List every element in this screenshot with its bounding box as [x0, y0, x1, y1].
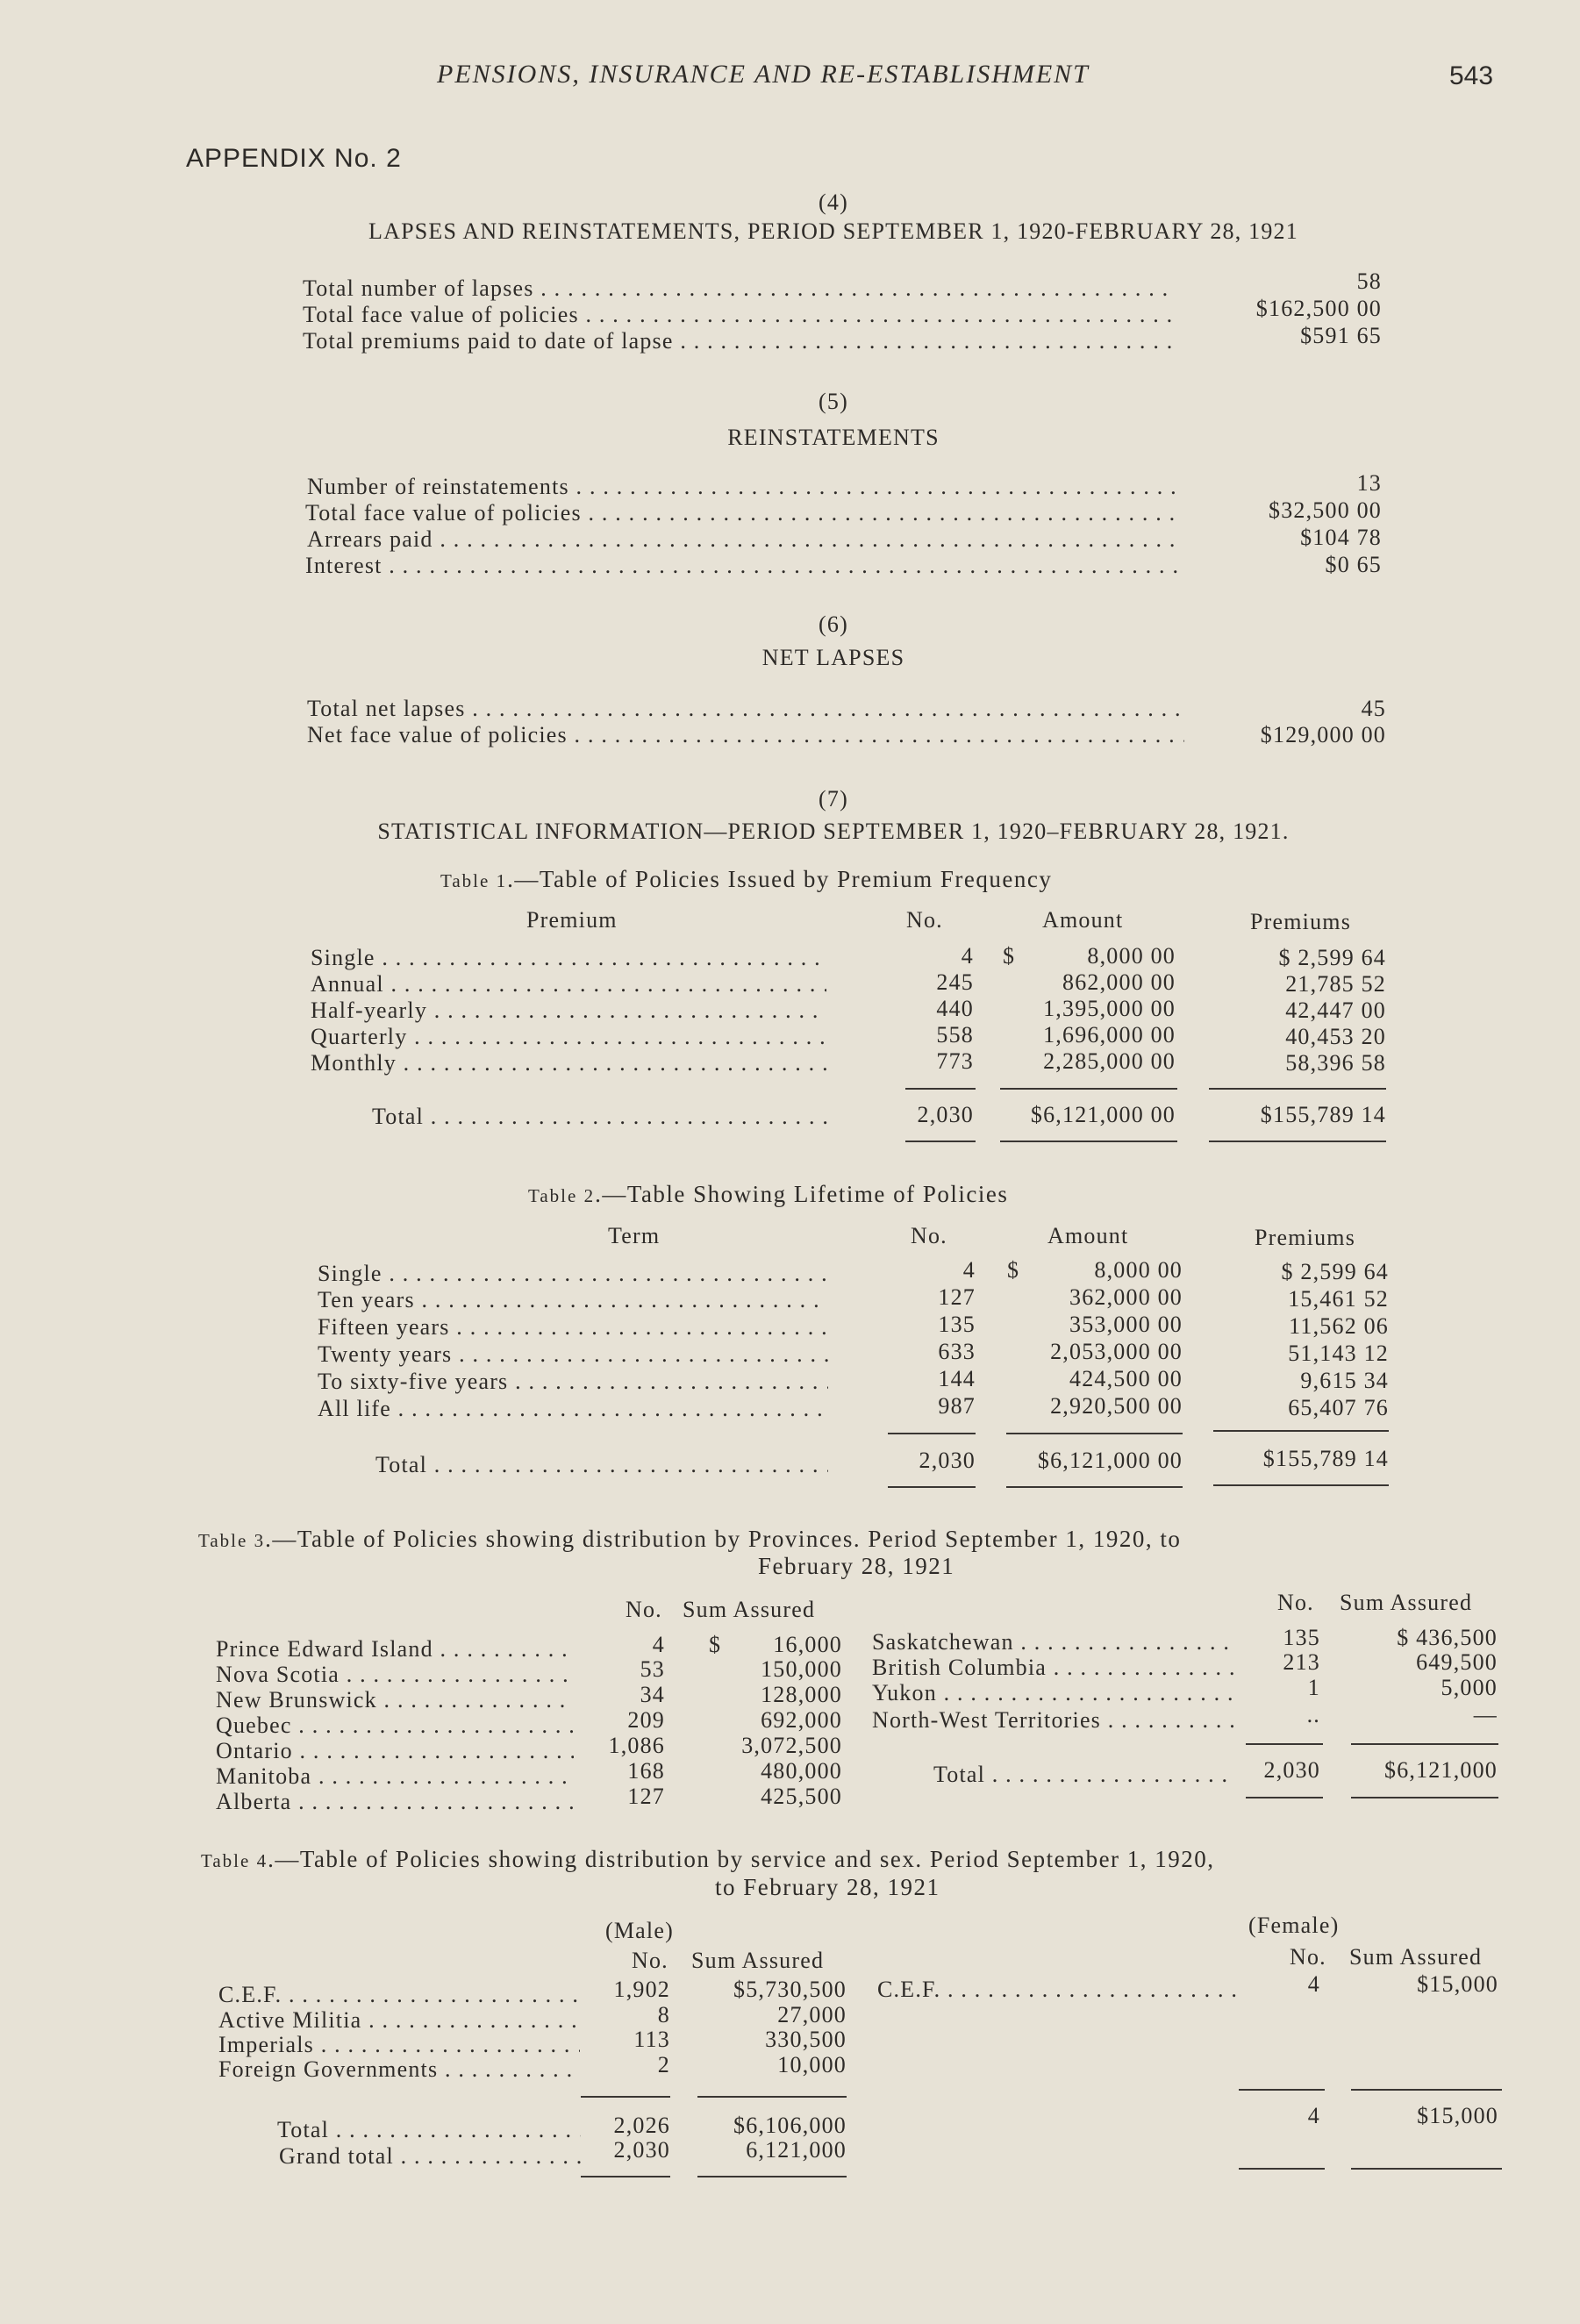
list-item-value: $162,500 00: [1255, 296, 1382, 321]
list-item-label: Total premiums paid to date of lapse . . .: [303, 328, 1171, 354]
table-cell: 213: [1283, 1649, 1320, 1675]
table-header: No.: [906, 907, 943, 933]
divider: [1209, 1141, 1386, 1142]
table-cell: Quarterly . . .: [311, 1024, 826, 1050]
divider: [888, 1486, 976, 1488]
section-7-title: STATISTICAL INFORMATION—PERIOD SEPTEMBER 1, 1920–FEBRUARY 28, 1921.: [377, 819, 1290, 844]
table-cell: 144: [938, 1366, 976, 1391]
table-cell: $ 2,599 64: [1281, 1259, 1389, 1284]
table-cell: $5,730,500: [733, 1977, 847, 2002]
table-cell: 65,407 76: [1288, 1395, 1389, 1420]
table-cell: 2,030: [613, 2137, 670, 2163]
table-cell: $6,121,000 00: [1037, 1448, 1183, 1473]
table-header: Sum Assured: [691, 1948, 825, 1973]
table-header: Premiums: [1250, 909, 1352, 934]
table-4-caption-prefix: Table 4: [201, 1850, 268, 1871]
table-4-caption-line2: to February 28, 1921: [715, 1874, 940, 1900]
divider: [1351, 2089, 1502, 2091]
table-cell: Total . . .: [277, 2117, 581, 2143]
table-cell: 8,000 00: [1094, 1257, 1183, 1283]
table-cell: 2,920,500 00: [1050, 1393, 1183, 1419]
section-5-title: REINSTATEMENTS: [727, 425, 940, 450]
table-cell: Twenty years . . .: [318, 1341, 828, 1368]
table-cell: 330,500: [765, 2027, 847, 2052]
table-cell: 4: [961, 943, 974, 969]
table-cell: $6,106,000: [733, 2113, 847, 2138]
list-item-label: Number of reinstatements . . .: [307, 474, 1184, 500]
list-item-label: Total face value of policies . . .: [303, 302, 1171, 328]
list-item-value: $591 65: [1300, 323, 1382, 348]
table-cell: Quebec . . .: [216, 1713, 574, 1739]
list-item-label: Total face value of policies . . .: [305, 500, 1183, 526]
list-item-value: 13: [1356, 470, 1382, 496]
table-cell: 113: [633, 2027, 670, 2052]
table-cell: 34: [640, 1682, 665, 1707]
table-cell: Total . . .: [933, 1762, 1233, 1788]
table-2-caption-text: .—Table Showing Lifetime of Policies: [595, 1181, 1009, 1207]
table-cell: —: [1473, 1702, 1498, 1727]
table-1-caption-prefix: Table 1: [440, 870, 508, 891]
table-1-caption-text: .—Table of Policies Issued by Premium Frequency: [507, 866, 1053, 892]
table-cell: 773: [936, 1048, 974, 1074]
divider: [697, 2176, 847, 2177]
table-cell: Saskatchewan . . .: [872, 1629, 1233, 1655]
table-cell: Prince Edward Island . . .: [216, 1636, 574, 1663]
table-cell: 15,461 52: [1288, 1286, 1389, 1312]
table-cell: 1,086: [608, 1733, 665, 1758]
divider: [1239, 2089, 1325, 2091]
table-cell: C.E.F. . . .: [877, 1977, 1237, 2003]
section-4-number: (4): [819, 189, 848, 215]
table-cell: 42,447 00: [1285, 998, 1386, 1023]
table-4-caption: [201, 1846, 1215, 1873]
table-cell: 440: [936, 996, 974, 1021]
table-cell: $15,000: [1417, 1971, 1498, 1997]
table-3-caption-prefix: Table 3: [198, 1530, 266, 1551]
table-3-caption-text: .—Table of Policies showing distribution by Provinces. Period September 1, 1920, to: [265, 1526, 1182, 1552]
table-2-caption-prefix: Table 2: [528, 1185, 596, 1206]
divider: [1246, 1743, 1323, 1745]
divider: [1000, 1088, 1177, 1090]
table-cell: 2,030: [917, 1102, 974, 1127]
table-cell: 11,562 06: [1289, 1313, 1389, 1339]
table-cell: 8,000 00: [1087, 943, 1176, 969]
table-cell: 128,000: [761, 1682, 842, 1707]
table-cell: C.E.F. . . .: [218, 1982, 580, 2008]
table-cell: 9,615 34: [1300, 1368, 1389, 1393]
table-cell: 2,030: [919, 1448, 976, 1473]
table-cell: 4: [1307, 2103, 1320, 2128]
list-item-label: Total number of lapses . . .: [303, 275, 1171, 302]
table-cell: 353,000 00: [1069, 1312, 1183, 1337]
table-cell: 1,696,000 00: [1043, 1022, 1176, 1048]
page-number: 543: [1449, 61, 1494, 90]
table-1-caption: [440, 866, 1052, 893]
table-cell: 27,000: [777, 2002, 847, 2027]
table-header: Term: [608, 1223, 661, 1248]
list-item-value: 58: [1356, 268, 1382, 294]
table-cell: Active Militia . . .: [218, 2007, 580, 2034]
divider: [905, 1141, 976, 1142]
table-2-caption: [528, 1181, 1008, 1208]
divider: [1246, 1797, 1323, 1798]
divider: [1213, 1430, 1389, 1432]
section-4-title: LAPSES AND REINSTATEMENTS, PERIOD SEPTEMBER 1, 1920-FEBRUARY 28, 1921: [368, 218, 1298, 244]
table-cell: To sixty-five years . . .: [318, 1369, 828, 1395]
table-cell: ..: [1306, 1702, 1320, 1727]
list-item-value: $32,500 00: [1269, 497, 1382, 523]
table-cell: 987: [938, 1393, 976, 1419]
section-6-number: (6): [819, 611, 848, 637]
table-cell: Imperials . . .: [218, 2032, 580, 2058]
table-header: No.: [626, 1597, 662, 1622]
table-header: No.: [1290, 1944, 1326, 1970]
table-cell: 2,030: [1263, 1757, 1320, 1783]
table-cell: 127: [627, 1784, 665, 1809]
table-cell: $6,121,000: [1384, 1757, 1498, 1783]
table-cell: 649,500: [1416, 1649, 1498, 1675]
appendix-label: APPENDIX No. 2: [186, 144, 402, 173]
divider: [1351, 2168, 1502, 2170]
divider: [1006, 1433, 1183, 1434]
table-cell: $: [1007, 1257, 1020, 1283]
table-cell: North-West Territories . . .: [872, 1707, 1233, 1734]
divider: [1209, 1088, 1386, 1090]
list-item-label: Net face value of policies . . .: [307, 722, 1184, 748]
table-cell: Total . . .: [372, 1104, 828, 1130]
running-title: PENSIONS, INSURANCE AND RE-ESTABLISHMENT: [437, 60, 1090, 89]
table-header: Premium: [526, 907, 618, 933]
table-cell: New Brunswick . . .: [216, 1687, 574, 1713]
table-cell: 150,000: [761, 1656, 842, 1682]
male-label: (Male): [605, 1918, 674, 1943]
table-cell: 209: [627, 1707, 665, 1733]
table-cell: 362,000 00: [1069, 1284, 1183, 1310]
table-cell: All life . . .: [318, 1396, 828, 1422]
table-cell: Single . . .: [318, 1261, 828, 1287]
table-cell: 53: [640, 1656, 665, 1682]
section-6-title: NET LAPSES: [761, 645, 905, 670]
table-cell: $: [1003, 943, 1016, 969]
divider: [888, 1433, 976, 1434]
table-cell: 558: [936, 1022, 974, 1048]
table-cell: 16,000: [773, 1632, 842, 1657]
table-cell: 692,000: [761, 1707, 842, 1733]
divider: [1239, 2168, 1325, 2170]
divider: [1000, 1141, 1177, 1142]
divider: [905, 1088, 976, 1090]
table-cell: 425,500: [761, 1784, 842, 1809]
table-cell: $15,000: [1417, 2103, 1498, 2128]
table-cell: Ontario . . .: [216, 1738, 574, 1764]
table-header: No.: [911, 1223, 947, 1248]
table-cell: Foreign Governments . . .: [218, 2056, 580, 2083]
table-cell: Half-yearly . . .: [311, 998, 826, 1024]
section-7-number: (7): [819, 786, 848, 812]
table-cell: Fifteen years . . .: [318, 1314, 828, 1341]
table-cell: 168: [627, 1758, 665, 1784]
list-item-label: Total net lapses . . .: [307, 696, 1184, 722]
table-cell: $155,789 14: [1262, 1446, 1389, 1471]
divider: [1213, 1484, 1389, 1486]
table-cell: 21,785 52: [1285, 971, 1386, 997]
table-cell: 862,000 00: [1062, 969, 1176, 995]
table-cell: 10,000: [777, 2052, 847, 2077]
table-cell: Alberta . . .: [216, 1789, 574, 1815]
list-item-value: $0 65: [1325, 552, 1382, 577]
list-item-value: $104 78: [1300, 525, 1382, 550]
table-cell: 8: [657, 2002, 670, 2027]
table-cell: 245: [936, 969, 974, 995]
table-3-caption-line2: February 28, 1921: [758, 1553, 955, 1579]
table-header: Sum Assured: [683, 1597, 816, 1622]
table-cell: $6,121,000 00: [1030, 1102, 1176, 1127]
table-header: Amount: [1047, 1223, 1129, 1248]
table-cell: Single . . .: [311, 945, 826, 971]
table-cell: Nova Scotia . . .: [216, 1662, 574, 1688]
table-cell: 135: [1283, 1625, 1320, 1650]
list-item-label: Arrears paid . . .: [307, 526, 1184, 553]
table-header: No.: [632, 1948, 668, 1973]
table-cell: $ 436,500: [1397, 1625, 1498, 1650]
table-cell: 4: [1307, 1971, 1320, 1997]
table-cell: 2: [657, 2052, 670, 2077]
divider: [1351, 1797, 1498, 1798]
table-cell: Annual . . .: [311, 971, 826, 998]
table-cell: Total . . .: [375, 1452, 828, 1478]
table-cell: 6,121,000: [746, 2137, 847, 2163]
table-cell: 2,285,000 00: [1043, 1048, 1176, 1074]
table-cell: 2,026: [613, 2113, 670, 2138]
table-cell: 2,053,000 00: [1050, 1339, 1183, 1364]
table-cell: 1,902: [613, 1977, 670, 2002]
table-cell: Manitoba . . .: [216, 1763, 574, 1790]
section-5-number: (5): [819, 389, 848, 414]
table-cell: 424,500 00: [1069, 1366, 1183, 1391]
divider: [697, 2096, 847, 2098]
table-cell: British Columbia . . .: [872, 1655, 1233, 1681]
female-label: (Female): [1248, 1913, 1340, 1938]
table-cell: $155,789 14: [1260, 1102, 1386, 1127]
table-header: Premiums: [1255, 1225, 1356, 1250]
table-3-caption: [198, 1526, 1181, 1553]
table-cell: 5,000: [1441, 1675, 1498, 1700]
table-cell: $ 2,599 64: [1278, 945, 1386, 970]
table-cell: 135: [938, 1312, 976, 1337]
table-header: Amount: [1042, 907, 1124, 933]
table-cell: 1,395,000 00: [1043, 996, 1176, 1021]
table-cell: 40,453 20: [1285, 1024, 1386, 1049]
list-item-value: 45: [1361, 696, 1386, 721]
table-header: No.: [1277, 1590, 1314, 1615]
table-cell: 4: [652, 1632, 665, 1657]
table-cell: 58,396 58: [1285, 1050, 1386, 1076]
table-cell: Yukon . . .: [872, 1680, 1233, 1706]
table-cell: Grand total . . .: [279, 2143, 581, 2170]
divider: [1006, 1486, 1183, 1488]
table-cell: 480,000: [761, 1758, 842, 1784]
divider: [581, 2096, 670, 2098]
table-header: Sum Assured: [1349, 1944, 1483, 1970]
table-cell: Monthly . . .: [311, 1050, 826, 1076]
table-cell: 633: [938, 1339, 976, 1364]
table-4-caption-text: .—Table of Policies showing distribution by service and sex. Period September 1, 1920,: [268, 1846, 1215, 1872]
table-cell: 127: [938, 1284, 976, 1310]
table-cell: 4: [962, 1257, 976, 1283]
table-cell: Ten years . . .: [318, 1287, 828, 1313]
list-item-label: Interest . . .: [305, 553, 1183, 579]
list-item-value: $129,000 00: [1260, 722, 1386, 747]
table-cell: 51,143 12: [1288, 1341, 1389, 1366]
table-header: Sum Assured: [1340, 1590, 1473, 1615]
table-cell: 1: [1307, 1675, 1320, 1700]
divider: [581, 2176, 670, 2177]
table-cell: $: [709, 1632, 722, 1657]
divider: [1351, 1743, 1498, 1745]
table-cell: 3,072,500: [741, 1733, 842, 1758]
